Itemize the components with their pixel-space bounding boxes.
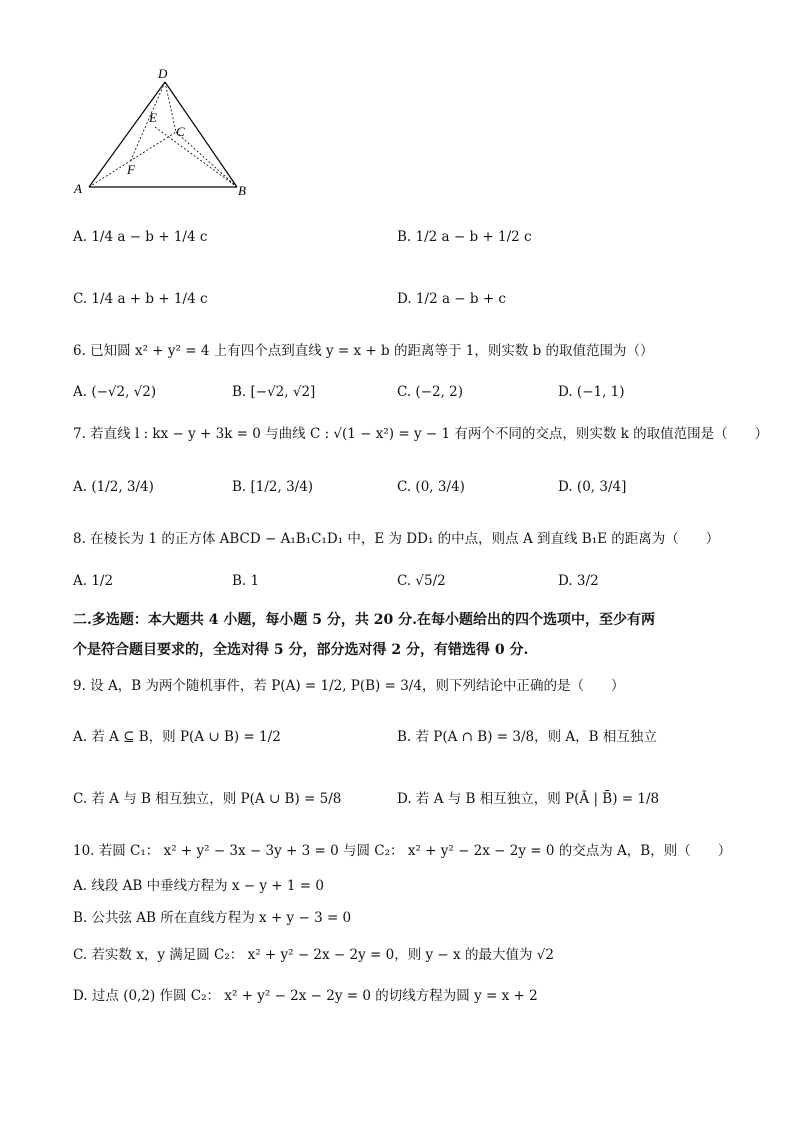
q9-option-d: D. 若 A 与 B 相互独立，则 P(Ā | B̄) = 1/8	[397, 791, 660, 807]
q6-stem: 6. 已知圆 x² + y² = 4 上有四个点到直线 y = x + b 的距离等于 1，则实数 b 的取值范围为（）	[73, 343, 654, 359]
q6-option-a: A. (−√2, √2)	[73, 384, 157, 400]
q10-option-b: B. 公共弦 AB 所在直线方程为 x + y − 3 = 0	[73, 910, 352, 926]
q7-option-a: A. (1/2, 3/4)	[73, 479, 154, 495]
tetrahedron-figure	[70, 62, 270, 202]
label-e: E	[149, 110, 157, 125]
q5-option-a: A. 1/4 a − b + 1/4 c	[73, 229, 208, 245]
q7-option-d: D. (0, 3/4]	[558, 479, 627, 495]
q5-option-b: B. 1/2 a − b + 1/2 c	[397, 229, 532, 245]
q10-option-d: D. 过点 (0,2) 作圆 C₂： x² + y² − 2x − 2y = 0 的切线方程为圆 y = x + 2	[73, 988, 538, 1004]
label-d: D	[158, 66, 168, 81]
q6-option-c: C. (−2, 2)	[397, 384, 464, 400]
q8-stem: 8. 在棱长为 1 的正方体 ABCD − A₁B₁C₁D₁ 中，E 为 DD₁ 的中点，则点 A 到直线 B₁E 的距离为（ ）	[73, 531, 720, 547]
q9-option-a: A. 若 A ⊆ B，则 P(A ∪ B) = 1/2	[73, 729, 281, 745]
q5-option-c: C. 1/4 a + b + 1/4 c	[73, 291, 208, 307]
q8-option-c: C. √5/2	[397, 573, 446, 589]
q8-option-b: B. 1	[232, 573, 260, 589]
q7-option-b: B. [1/2, 3/4)	[232, 479, 314, 495]
label-c: C	[176, 124, 185, 139]
q5-option-d: D. 1/2 a − b + c	[397, 291, 506, 307]
q10-option-c: C. 若实数 x，y 满足圆 C₂： x² + y² − 2x − 2y = 0，则 y − x 的最大值为 √2	[73, 947, 554, 963]
section-2-heading-line2: 个是符合题目要求的，全选对得 5 分，部分选对得 2 分，有错选得 0 分.	[73, 642, 529, 658]
q8-option-d: D. 3/2	[558, 573, 599, 589]
q10-option-a: A. 线段 AB 中垂线方程为 x − y + 1 = 0	[73, 878, 324, 894]
q10-stem: 10. 若圆 C₁： x² + y² − 3x − 3y + 3 = 0 与圆 C₂： x² + y² − 2x − 2y = 0 的交点为 A，B，则（ ）	[73, 843, 732, 859]
q7-stem: 7. 若直线 l : kx − y + 3k = 0 与曲线 C : √(1 − x²) = y − 1 有两个不同的交点，则实数 k 的取值范围是（ ）	[73, 426, 769, 442]
q6-option-d: D. (−1, 1)	[558, 384, 625, 400]
label-f: F	[127, 162, 135, 177]
label-a: A	[74, 181, 82, 196]
section-2-heading-line1: 二.多选题：本大题共 4 小题，每小题 5 分，共 20 分.在每小题给出的四个选项中，至少有两	[73, 612, 655, 628]
q9-stem: 9. 设 A，B 为两个随机事件，若 P(A) = 1/2, P(B) = 3/4，则下列结论中正确的是（ ）	[73, 678, 625, 694]
label-b: B	[238, 183, 246, 198]
q7-option-c: C. (0, 3/4)	[397, 479, 465, 495]
q6-option-b: B. [−√2, √2]	[232, 384, 316, 400]
q9-option-b: B. 若 P(A ∩ B) = 3/8，则 A，B 相互独立	[397, 729, 657, 745]
q8-option-a: A. 1/2	[73, 573, 114, 589]
q9-option-c: C. 若 A 与 B 相互独立，则 P(A ∪ B) = 5/8	[73, 791, 342, 807]
